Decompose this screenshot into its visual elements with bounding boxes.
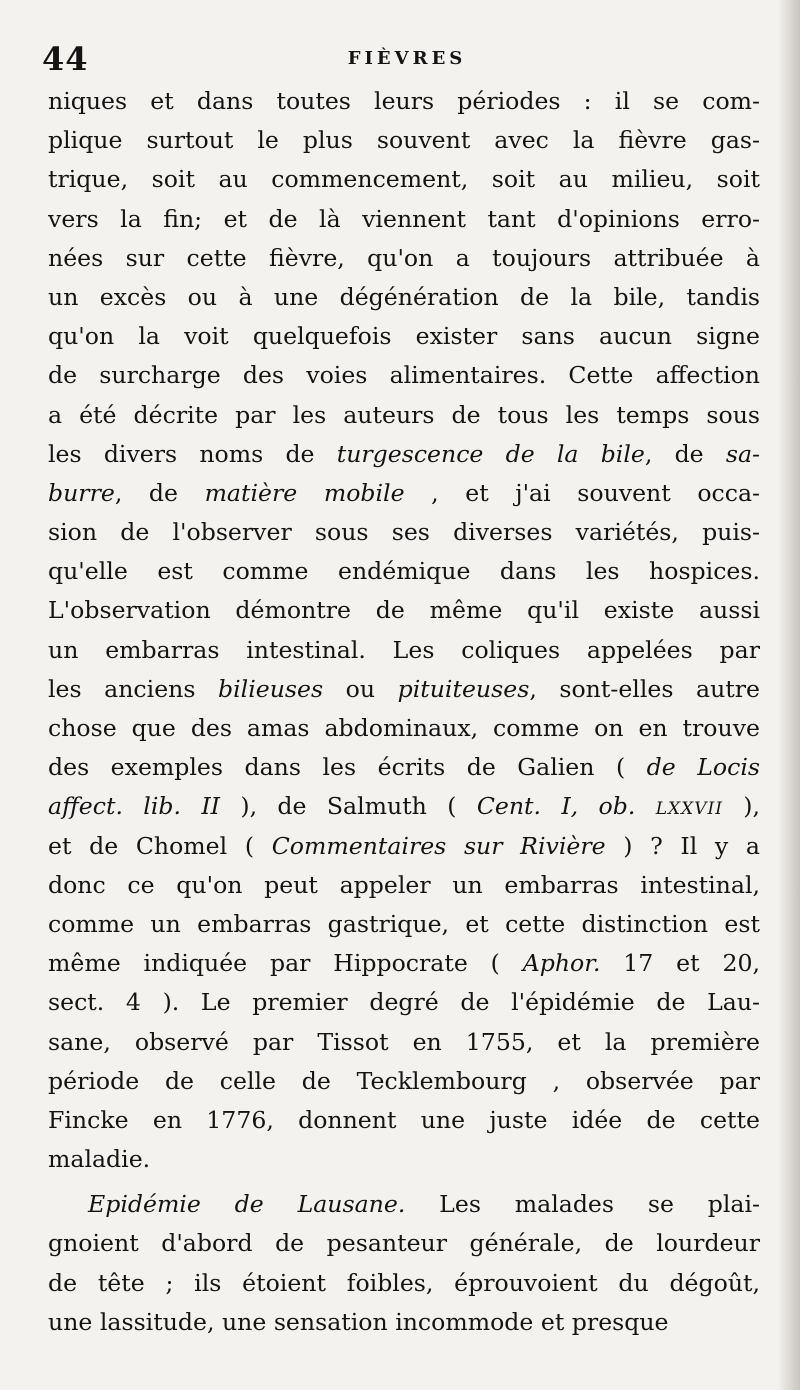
text-line xyxy=(48,278,760,317)
text-line xyxy=(48,1101,760,1140)
text-segment: qu'elle est comme endémique dans les hospices. xyxy=(48,557,760,586)
text-line xyxy=(48,905,760,944)
text-segment: un embarras intestinal. Les coliques appelées par xyxy=(48,635,760,664)
text-segment: sion de l'observer sous ses diverses variétés, puis- xyxy=(48,518,760,547)
page-edge xyxy=(778,0,800,1390)
text-line xyxy=(48,983,760,1022)
text-segment: ) ? Il y a xyxy=(605,831,760,860)
text-segment: une lassitude, une sensation incommode et presque xyxy=(48,1307,669,1336)
text-line xyxy=(48,121,760,160)
text-segment: et de Chomel ( xyxy=(48,831,272,860)
text-segment: Fincke en 1776, donnent une juste idée de cette xyxy=(48,1105,760,1134)
text-line xyxy=(48,474,760,513)
text-line xyxy=(48,513,760,552)
text-line xyxy=(48,1303,760,1342)
text-segment: ), xyxy=(722,792,760,821)
text-segment: les divers noms de xyxy=(48,439,337,468)
text-segment: période de celle de Tecklembourg , observée par xyxy=(48,1066,760,1095)
text-line xyxy=(48,944,760,983)
text-line xyxy=(48,317,760,356)
page-number: 44 xyxy=(42,40,89,78)
text-line xyxy=(48,787,760,826)
body-text xyxy=(48,82,760,1342)
text-line xyxy=(48,160,760,199)
text-segment: ou xyxy=(323,674,398,703)
text-line xyxy=(48,827,760,866)
text-segment: , sont-elles autre xyxy=(529,674,760,703)
text-segment: sect. 4 ). Le premier degré de l'épidémie de Lau- xyxy=(48,988,760,1017)
italic-text: matière mobile xyxy=(204,478,405,507)
italic-text: bilieuses xyxy=(218,674,324,703)
text-segment: qu'on la voit quelquefois exister sans aucun signe xyxy=(48,322,760,351)
text-segment: 17 et 20, xyxy=(600,949,760,978)
text-segment: a été décrite par les auteurs de tous les temps sous xyxy=(48,400,760,429)
text-segment: L'observation démontre de même qu'il existe aussi xyxy=(48,596,760,625)
text-segment: plique surtout le plus souvent avec la fièvre gas- xyxy=(48,126,760,155)
text-line xyxy=(48,748,760,787)
text-line xyxy=(48,1140,760,1179)
italic-text: Epidémie de Lausane. xyxy=(88,1190,406,1219)
text-segment: même indiquée par Hippocrate ( xyxy=(48,949,523,978)
italic-text: lxxvii xyxy=(655,792,723,821)
italic-text: sa- xyxy=(725,439,760,468)
text-segment: donc ce qu'on peut appeler un embarras intestinal, xyxy=(48,870,760,899)
text-line xyxy=(48,200,760,239)
text-segment: niques et dans toutes leurs périodes : il se com- xyxy=(48,87,760,115)
text-line xyxy=(48,1224,760,1263)
text-segment: de tête ; ils étoient foibles, éprouvoient du dégoût, xyxy=(48,1268,760,1297)
text-line xyxy=(48,435,760,474)
text-segment: Les malades se plai- xyxy=(405,1190,760,1219)
text-segment: gnoient d'abord de pesanteur générale, de lourdeur xyxy=(48,1229,760,1258)
text-line xyxy=(48,866,760,905)
text-line xyxy=(48,709,760,748)
text-segment: les anciens xyxy=(48,674,219,703)
text-line xyxy=(48,82,760,121)
text-line xyxy=(48,670,760,709)
text-line xyxy=(48,591,760,630)
italic-text: de Locis xyxy=(646,753,760,782)
text-segment: de surcharge des voies alimentaires. Cette affection xyxy=(48,361,760,390)
text-line xyxy=(48,1185,760,1224)
italic-text: Commentaires sur Rivière xyxy=(271,831,606,860)
italic-text: affect. lib. II xyxy=(48,792,220,821)
text-line xyxy=(48,631,760,670)
text-segment: sane, observé par Tissot en 1755, et la première xyxy=(48,1027,760,1056)
italic-text: Cent. I, ob. xyxy=(476,792,656,821)
text-segment: ), de Salmuth ( xyxy=(220,792,477,821)
italic-text: Aphor. xyxy=(522,949,601,978)
text-segment: , de xyxy=(114,478,205,507)
text-segment: nées sur cette fièvre, qu'on a toujours attribuée à xyxy=(48,243,760,272)
text-line xyxy=(48,356,760,395)
italic-text: burre xyxy=(48,478,115,507)
running-head: FIÈVRES xyxy=(347,48,467,69)
text-line xyxy=(48,1023,760,1062)
text-segment: , de xyxy=(644,439,726,468)
page-header xyxy=(42,40,772,80)
text-line xyxy=(48,239,760,278)
text-line xyxy=(48,396,760,435)
italic-text: pituiteuses xyxy=(397,674,530,703)
text-segment: vers la fin; et de là viennent tant d'opinions erro- xyxy=(48,204,760,233)
text-segment: trique, soit au commencement, soit au milieu, soit xyxy=(48,165,760,194)
text-segment: comme un embarras gastrique, et cette distinction est xyxy=(48,909,760,938)
text-segment: des exemples dans les écrits de Galien ( xyxy=(48,753,647,782)
text-segment: , et j'ai souvent occa- xyxy=(404,478,760,507)
text-segment: maladie. xyxy=(48,1145,151,1174)
text-segment: un excès ou à une dégénération de la bile, tandis xyxy=(48,282,760,311)
text-segment: chose que des amas abdominaux, comme on en trouve xyxy=(48,714,760,742)
text-line xyxy=(48,1264,760,1303)
italic-text: turgescence de la bile xyxy=(336,439,645,468)
text-line xyxy=(48,1062,760,1101)
text-line xyxy=(48,552,760,591)
